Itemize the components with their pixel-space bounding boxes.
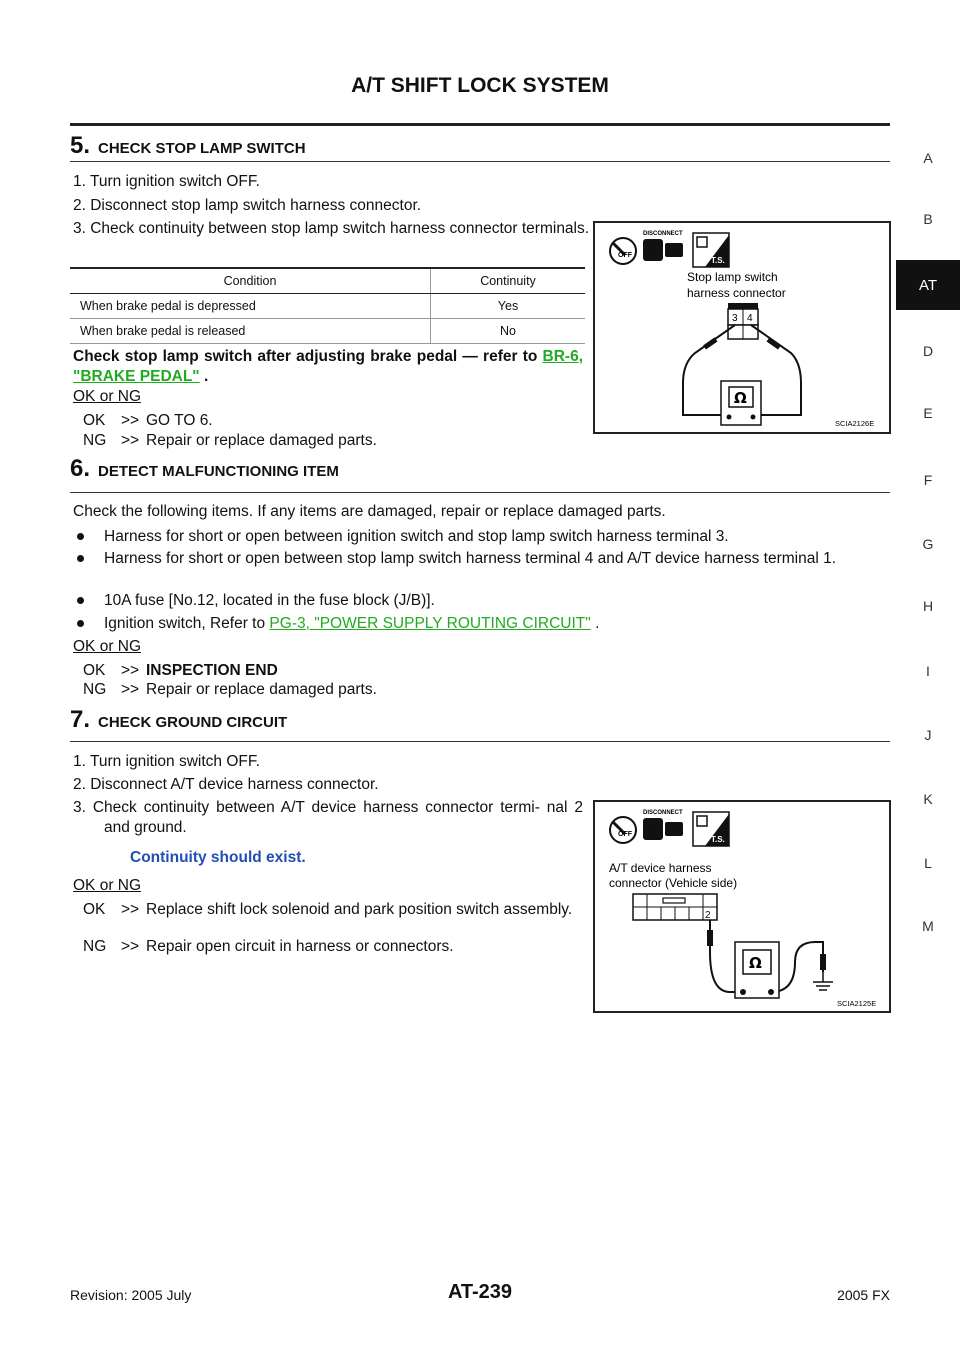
ignition-off-icon <box>610 238 636 264</box>
step6-ng-row <box>83 680 377 700</box>
step5-item-1: 1. Turn ignition switch OFF. <box>73 173 260 190</box>
step5-okng: OK or NG <box>73 388 142 405</box>
ok-label: OK <box>83 901 106 918</box>
table-row <box>70 319 585 344</box>
side-index-e[interactable]: E <box>923 405 933 421</box>
ts-tester-icon <box>693 233 729 267</box>
probe-tip-icon <box>703 337 717 349</box>
step5-ng-row <box>83 431 377 451</box>
fig1-id: SCIA2126E <box>835 419 875 428</box>
ohmmeter-icon <box>721 381 761 425</box>
table-cell: No <box>431 319 586 344</box>
ohmmeter-icon <box>735 942 779 998</box>
bullet-text: Harness for short or open between stop lamp switch harness terminal 4 and A/T device harness terminal 1. <box>104 550 837 567</box>
table-cell: When brake pedal is depressed <box>70 294 431 319</box>
fig2-label-2: connector (Vehicle side) <box>609 876 738 890</box>
side-index-m[interactable]: M <box>922 918 934 934</box>
harness-connector-icon <box>728 303 758 339</box>
step6-title: DETECT MALFUNCTIONING ITEM <box>98 463 339 480</box>
side-index-i[interactable]: I <box>926 663 930 679</box>
side-index-k[interactable]: K <box>923 791 933 807</box>
probe-tip-icon <box>820 954 826 970</box>
ok-arrow: >> <box>121 662 140 679</box>
footer-model: 2005 FX <box>837 1287 890 1303</box>
step5-number: 5. <box>70 132 91 159</box>
stop-lamp-diagram-svg <box>595 223 889 432</box>
probe-tip-icon <box>707 930 713 946</box>
condition-table <box>70 267 585 344</box>
step6-bullet-1 <box>77 527 889 547</box>
step6-ng-text: Repair or replace damaged parts. <box>146 681 377 698</box>
disconnect-icon <box>643 231 683 261</box>
side-index-a[interactable]: A <box>923 150 933 166</box>
ng-arrow: >> <box>121 938 140 955</box>
at-device-ground-diagram <box>593 800 891 1013</box>
bullet-text: 10A fuse [No.12, located in the fuse block (J/B)]. <box>104 592 435 609</box>
step5-item-3: 3. Check continuity between stop lamp switch harness connector terminals. <box>73 220 590 237</box>
step5-rule <box>70 161 890 162</box>
fig1-disconnect-label: DISCONNECT <box>643 231 683 237</box>
fig2-pin-2: 2 <box>705 910 711 921</box>
step5-item-2: 2. Disconnect stop lamp switch harness connector. <box>73 197 422 214</box>
step7-okng: OK or NG <box>73 877 142 894</box>
step7-ok-text: Replace shift lock solenoid and park position switch assembly. <box>146 901 573 918</box>
step5-ng-text: Repair or replace damaged parts. <box>146 432 377 449</box>
fig2-label-1: A/T device harness <box>609 861 712 875</box>
ignition-off-icon <box>610 817 636 843</box>
header-rule <box>70 123 890 126</box>
step6-okng: OK or NG <box>73 638 142 655</box>
step7-item-3: 3. Check continuity between A/T device harness connector termi- nal 2 and ground. <box>73 799 583 836</box>
fig1-ts-label: T.S. <box>711 256 725 265</box>
step6-bullet-2 <box>77 549 889 569</box>
ng-label: NG <box>83 681 107 698</box>
ok-label: OK <box>83 662 106 679</box>
ng-label: NG <box>83 432 107 449</box>
table-cell: When brake pedal is released <box>70 319 431 344</box>
fig1-pin-3: 3 <box>732 313 738 324</box>
step6-ok-text: INSPECTION END <box>146 662 278 679</box>
fig1-pin-4: 4 <box>747 313 753 324</box>
side-index-b[interactable]: B <box>923 211 933 227</box>
bullet-dot-icon <box>77 555 84 562</box>
table-header-continuity: Continuity <box>431 268 586 294</box>
fig1-ohm-symbol: Ω <box>734 389 747 407</box>
fig2-id: SCIA2125E <box>837 999 877 1008</box>
footer-page-number: AT-239 <box>447 1281 513 1303</box>
ts-tester-icon <box>693 812 729 846</box>
table-cell: Yes <box>431 294 586 319</box>
step7-item-1: 1. Turn ignition switch OFF. <box>73 753 260 770</box>
step5-title: CHECK STOP LAMP SWITCH <box>98 140 306 157</box>
side-index-j[interactable]: J <box>924 727 932 743</box>
table-row <box>70 294 585 319</box>
step5-heading <box>70 132 306 160</box>
side-index-l[interactable]: L <box>924 855 932 871</box>
fig2-ts-label: T.S. <box>711 835 725 844</box>
ok-label: OK <box>83 412 106 429</box>
step5-ok-text: GO TO 6. <box>146 412 213 429</box>
ng-label: NG <box>83 938 107 955</box>
step6-heading <box>70 455 339 483</box>
step6-bullet-4 <box>77 614 889 634</box>
ok-arrow: >> <box>121 412 140 429</box>
bullet-dot-icon <box>77 533 84 540</box>
bullet-dot-icon <box>77 597 84 604</box>
bullet-end: . <box>590 615 600 632</box>
step7-title: CHECK GROUND CIRCUIT <box>98 714 288 731</box>
step6-intro: Check the following items. If any items are damaged, repair or replace damaged parts. <box>73 503 666 520</box>
ground-symbol-icon <box>813 972 833 990</box>
ng-arrow: >> <box>121 681 140 698</box>
disconnect-icon <box>643 810 683 840</box>
side-index-f[interactable]: F <box>923 472 933 488</box>
ng-arrow: >> <box>121 432 140 449</box>
step5-note <box>73 347 583 387</box>
step7-rule <box>70 741 890 742</box>
step5-ok-row <box>83 411 213 431</box>
step6-number: 6. <box>70 455 91 482</box>
at-device-connector-icon <box>633 894 717 921</box>
bullet-text: Ignition switch, Refer to <box>104 615 270 632</box>
ok-arrow: >> <box>121 901 140 918</box>
side-index-h[interactable]: H <box>922 598 934 614</box>
step6-ok-row <box>83 661 278 681</box>
svg-text:OFF: OFF <box>618 252 632 259</box>
footer-revision: Revision: 2005 July <box>70 1287 192 1303</box>
step6-rule <box>70 492 890 493</box>
fig1-label-1: Stop lamp switch <box>687 270 778 284</box>
side-index-g[interactable]: G <box>922 536 934 552</box>
svg-text:OFF: OFF <box>618 831 632 838</box>
bullet-dot-icon <box>77 620 84 627</box>
fig2-ohm-symbol: Ω <box>749 954 762 972</box>
step7-spec: Continuity should exist. <box>130 849 306 866</box>
bullet-text: Harness for short or open between ignition switch and stop lamp switch harness terminal 3. <box>104 528 729 545</box>
fig1-label-2: harness connector <box>687 286 786 300</box>
step5-note-end: . <box>199 368 209 385</box>
fig2-disconnect-label: DISCONNECT <box>643 810 683 816</box>
power-supply-routing-link[interactable]: PG-3, "POWER SUPPLY ROUTING CIRCUIT" <box>269 615 591 632</box>
table-header-condition: Condition <box>70 268 431 294</box>
step6-bullet-3 <box>77 591 889 611</box>
step7-number: 7. <box>70 706 91 733</box>
table-header-row <box>70 268 585 294</box>
step7-ng-text: Repair open circuit in harness or connectors. <box>146 938 454 955</box>
step7-ok-row <box>83 900 583 920</box>
ground-diagram-svg <box>595 802 889 1011</box>
brake-pedal-link[interactable]: BR-6, "BRAKE PEDAL" <box>73 348 584 385</box>
side-index-d[interactable]: D <box>922 343 934 359</box>
step5-note-text: Check stop lamp switch after adjusting brake pedal — refer to <box>73 348 538 365</box>
page-header-title: A/T SHIFT LOCK SYSTEM <box>351 74 609 97</box>
step7-item-2: 2. Disconnect A/T device harness connector. <box>73 776 379 793</box>
stop-lamp-switch-diagram <box>593 221 891 434</box>
side-index-at-active[interactable]: AT <box>896 260 960 310</box>
step7-ng-row <box>83 937 454 957</box>
step7-heading <box>70 706 287 734</box>
